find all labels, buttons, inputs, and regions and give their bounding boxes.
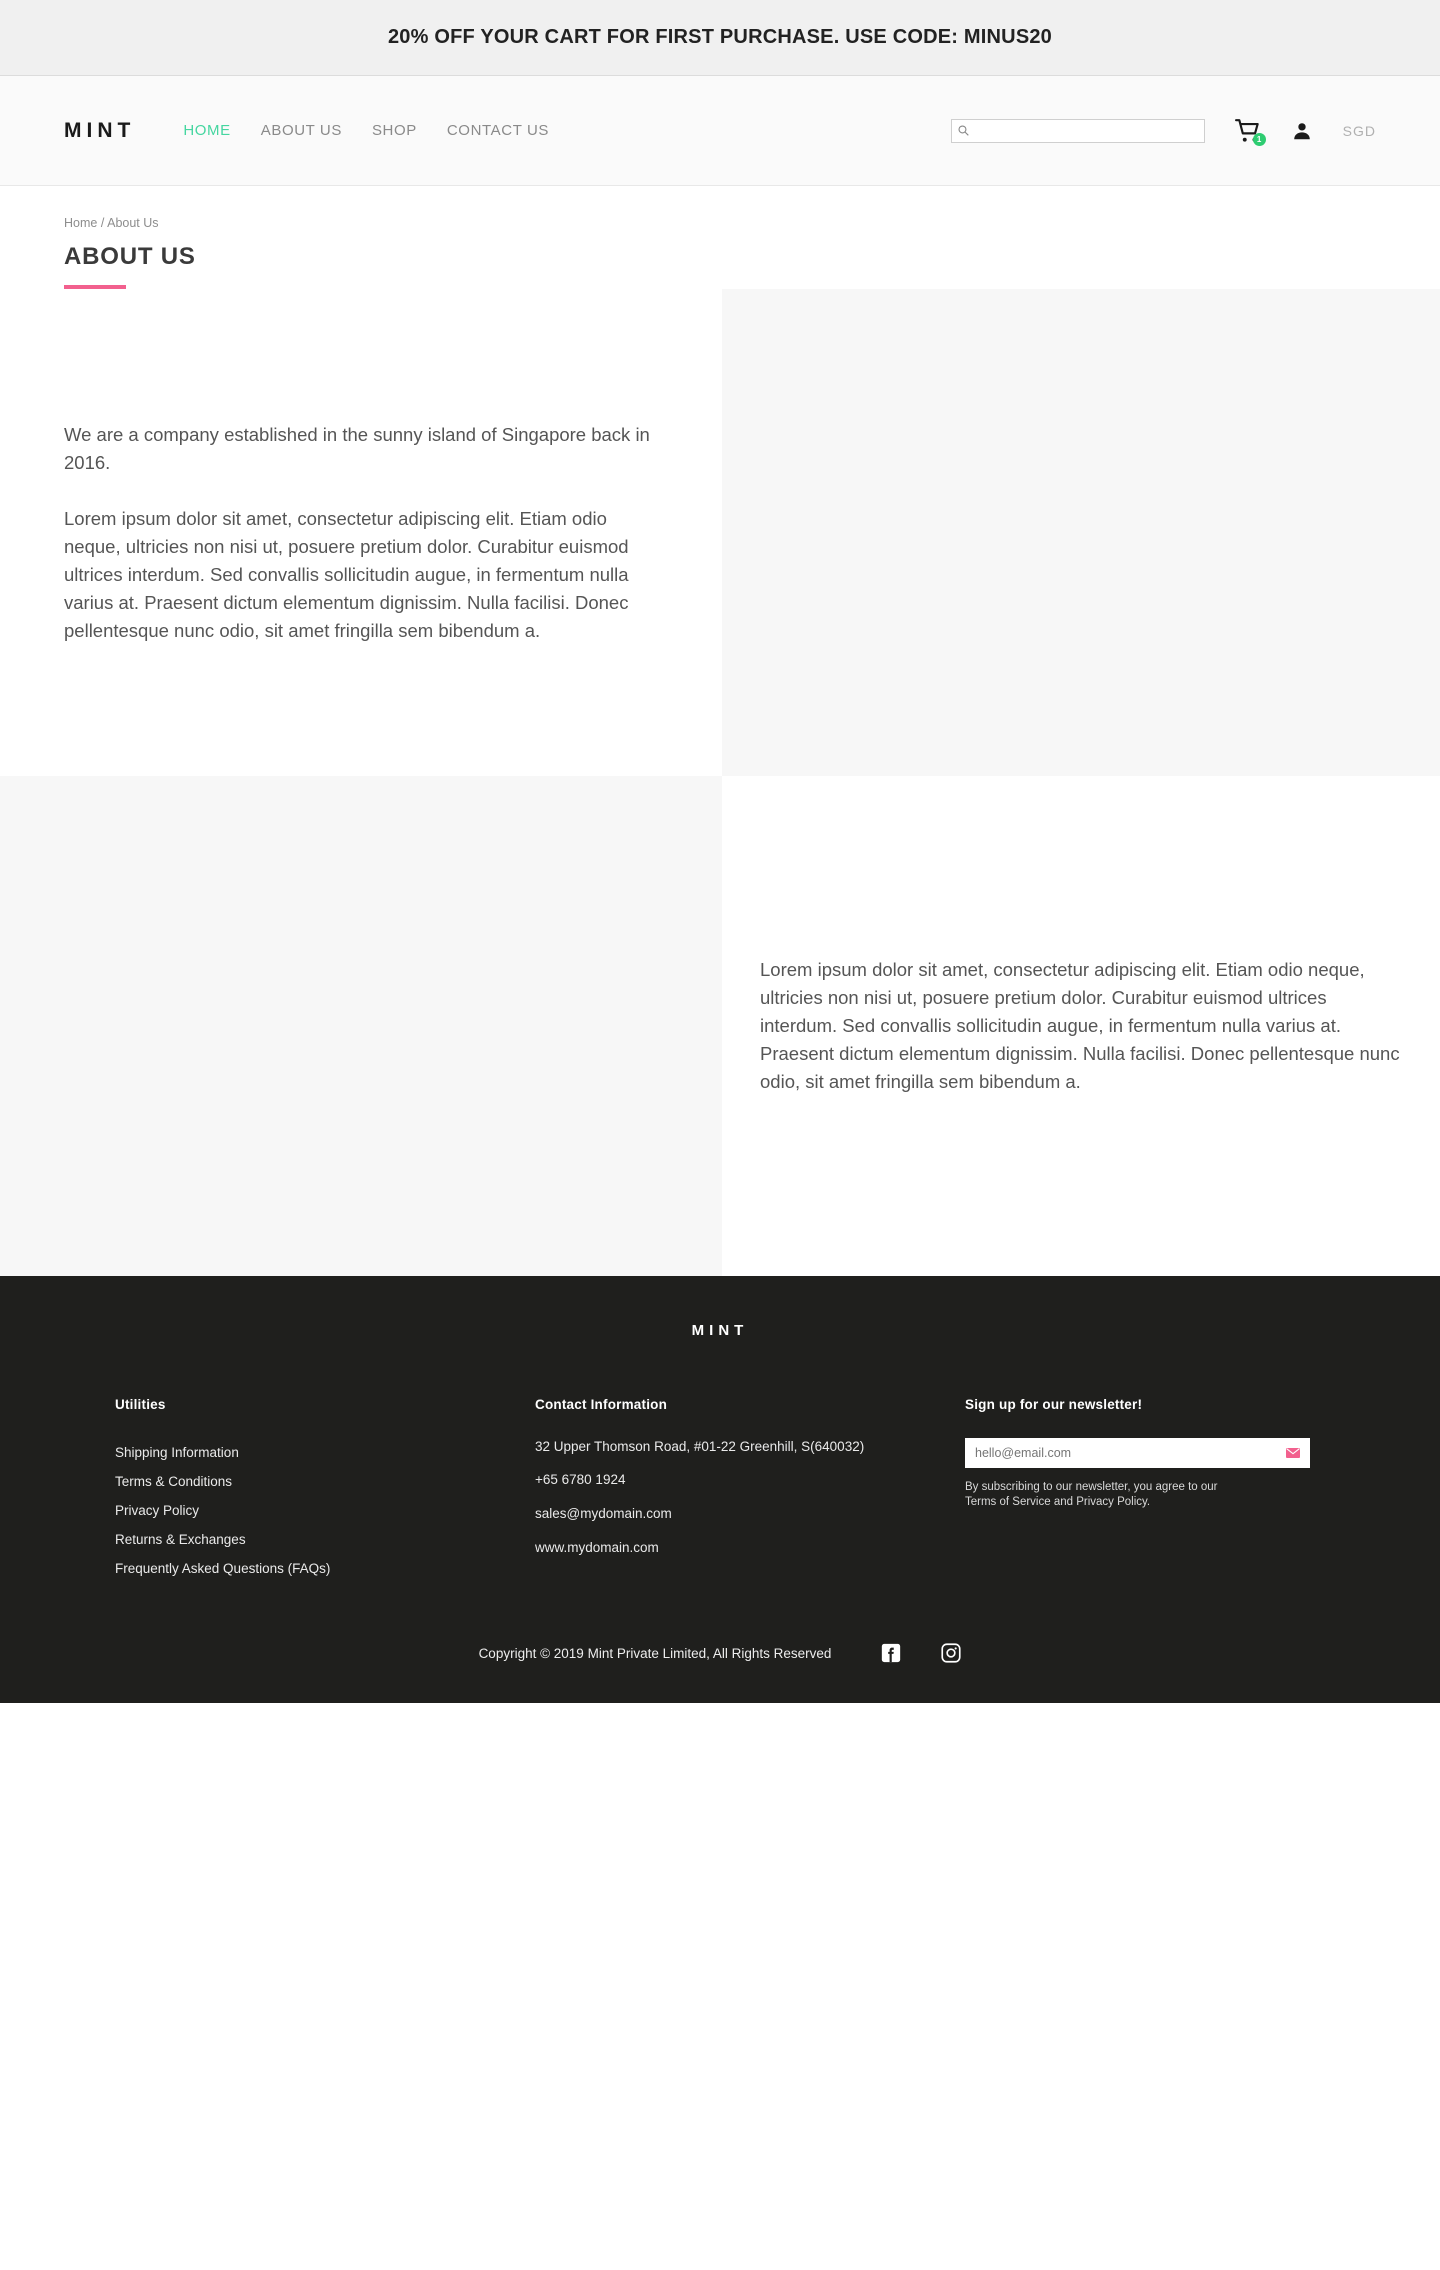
currency-selector[interactable]: SGD: [1342, 122, 1376, 139]
footer-columns: [0, 1339, 1440, 1583]
main-nav: [183, 122, 549, 139]
footer-newsletter-heading: Sign up for our newsletter!: [965, 1397, 1143, 1412]
site-footer: [0, 1276, 1440, 1703]
about-section-one: [0, 289, 1440, 776]
about-intro-paragraph: We are a company established in the sunny island of Singapore back in 2016.: [64, 423, 650, 473]
search-box[interactable]: [951, 119, 1205, 143]
about-text-block-one: [0, 289, 722, 776]
footer-phone[interactable]: +65 6780 1924: [535, 1472, 626, 1487]
footer-link-terms-conditions[interactable]: Terms & Conditions: [115, 1474, 233, 1489]
nav-item-home[interactable]: HOME: [183, 122, 231, 139]
about-image-two: [0, 776, 722, 1276]
page-header: [0, 186, 1440, 289]
about-body-paragraph: Lorem ipsum dolor sit amet, consectetur adipiscing elit. Etiam odio neque, ultricies non nisi ut, posuere pretium dolor. Curabitur euismod ultrices interdum. Sed convallis sollicitudin augue, in fermentum nulla varius at. Praesent dictum elementum dignissim. Nulla facilisi. Donec pellentesque nunc odio, sit amet fringilla sem bibendum a.: [64, 507, 629, 641]
about-section-two: [0, 776, 1440, 1276]
about-body-paragraph-two: Lorem ipsum dolor sit amet, consectetur adipiscing elit. Etiam odio neque, ultricies non nisi ut, posuere pretium dolor. Curabitur euismod ultrices interdum. Sed convallis sollicitudin augue, in fermentum nulla varius at. Praesent dictum elementum dignissim. Nulla facilisi. Donec pellentesque nunc odio, sit amet fringilla sem bibendum a.: [760, 959, 1400, 1092]
footer-link-shipping-information[interactable]: Shipping Information: [115, 1445, 239, 1460]
site-header: [0, 76, 1440, 186]
nav-item-shop[interactable]: SHOP: [371, 122, 417, 139]
newsletter-form: [965, 1438, 1310, 1468]
breadcrumb: [64, 216, 1376, 230]
header-actions: [951, 118, 1376, 144]
footer-address: 32 Upper Thomson Road, #01-22 Greenhill, S(640032): [535, 1439, 865, 1454]
newsletter-email-input[interactable]: [965, 1446, 1276, 1460]
footer-bottom-bar: [0, 1643, 1440, 1703]
promo-text: 20% OFF YOUR CART FOR FIRST PURCHASE. USE CODE: MINUS20: [387, 26, 1053, 48]
breadcrumb-current: About Us: [107, 216, 159, 230]
social-links: [881, 1643, 961, 1663]
newsletter-disclaimer: By subscribing to our newsletter, you agree to our Terms of Service and Privacy Policy.: [965, 1481, 1218, 1508]
footer-utilities-heading: Utilities: [115, 1397, 166, 1412]
search-icon: [958, 125, 969, 136]
nav-item-about-us[interactable]: ABOUT US: [260, 122, 342, 139]
footer-newsletter-column: [965, 1397, 1325, 1583]
breadcrumb-home[interactable]: Home: [64, 216, 98, 230]
about-text-block-two: [722, 776, 1440, 1276]
copyright-text: Copyright © 2019 Mint Private Limited, All Rights Reserved: [478, 1645, 832, 1661]
envelope-icon: [1285, 1445, 1301, 1461]
cart-button[interactable]: [1235, 118, 1261, 144]
account-icon[interactable]: [1291, 120, 1313, 142]
footer-link-returns-exchanges[interactable]: Returns & Exchanges: [115, 1532, 246, 1547]
nav-item-contact-us[interactable]: CONTACT US: [446, 122, 549, 139]
footer-link-faqs[interactable]: Frequently Asked Questions (FAQs): [115, 1561, 331, 1576]
instagram-icon[interactable]: [941, 1643, 961, 1663]
newsletter-submit-button[interactable]: [1276, 1438, 1310, 1468]
footer-contact-heading: Contact Information: [535, 1397, 668, 1412]
promo-banner: [0, 0, 1440, 76]
footer-website[interactable]: www.mydomain.com: [535, 1540, 659, 1555]
footer-link-privacy-policy[interactable]: Privacy Policy: [115, 1503, 200, 1518]
breadcrumb-separator: /: [100, 216, 105, 230]
footer-contact-column: [535, 1397, 965, 1583]
footer-utilities-column: [115, 1397, 535, 1583]
about-image-one: [722, 289, 1440, 776]
footer-brand-logo[interactable]: MINT: [691, 1322, 749, 1339]
search-input[interactable]: [973, 124, 1198, 138]
brand-logo[interactable]: MINT: [64, 118, 136, 142]
page-title: ABOUT US: [64, 243, 196, 270]
facebook-icon[interactable]: [881, 1643, 901, 1663]
cart-count-badge: 1: [1253, 133, 1266, 146]
footer-email[interactable]: sales@mydomain.com: [535, 1506, 672, 1521]
